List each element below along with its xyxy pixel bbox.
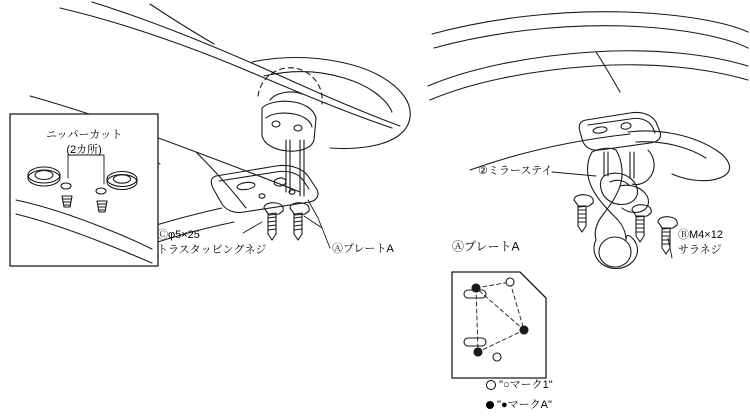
right-screw-1 xyxy=(574,195,593,232)
legend-black-circle: "●マークA" xyxy=(486,398,552,413)
screw-c-mark: Ⓒ xyxy=(157,229,168,241)
detail-plate-a-title: ⒶプレートA xyxy=(452,239,520,254)
legend-white-circle: "○マーク1" xyxy=(486,378,553,393)
right-screw-3 xyxy=(658,217,677,254)
right-leaders xyxy=(552,172,672,258)
detail-plate-a xyxy=(452,272,546,378)
left-screw-2 xyxy=(290,203,309,240)
screw-c-label: Ⓒφ5×25 トラスタッピングネジ xyxy=(157,229,267,257)
plate-a-mark: Ⓐ xyxy=(332,243,343,255)
left-mount-lug xyxy=(262,92,316,151)
inset-caption: ニッパーカット (2カ所) xyxy=(46,129,123,156)
screw-b-label: ⒷM4×12 サラネジ xyxy=(678,229,723,257)
detail-plate-a-mark: Ⓐ xyxy=(452,239,465,254)
right-screw-2 xyxy=(632,205,651,242)
mirror-stay xyxy=(588,148,655,268)
right-body-outline xyxy=(428,12,748,181)
screw-b-mark: Ⓑ xyxy=(678,229,689,241)
mirror-stay-label: ②ミラーステイ xyxy=(478,165,553,177)
black-circle-icon xyxy=(486,401,494,409)
white-circle-icon xyxy=(486,380,496,390)
plate-a-left-label: ⒶプレートA xyxy=(332,243,394,255)
mirror-stay-mark: ② xyxy=(478,165,488,177)
